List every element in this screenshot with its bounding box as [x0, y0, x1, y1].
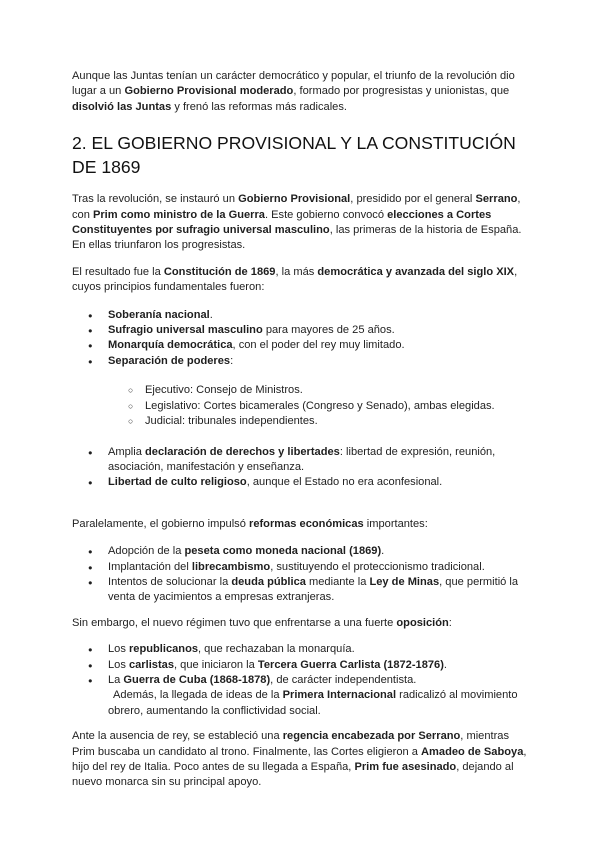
document-body [72, 69, 527, 791]
section-heading: 2. EL GOBIERNO PROVISIONAL Y LA CONSTITUCIÓN DE 1869 [72, 133, 516, 178]
constitucion-paragraph: El resultado fue la Constitución de 1869, la más democrática y avanzada del siglo XIX, cuyos principios fundamentales fueron: [72, 265, 518, 294]
economicas-list [72, 544, 527, 606]
list-item: ● Adopción de la peseta como moneda nacional (1869). [72, 544, 527, 559]
list-item: ● Sufragio universal masculino para mayores de 25 años. [72, 323, 527, 338]
list-item: ○ Legislativo: Cortes bicamerales (Congreso y Senado), ambas elegidas. [72, 399, 527, 414]
gobierno-paragraph: Tras la revolución, se instauró un Gobierno Provisional, presidido por el general Serrano, con Prim como ministro de la Guerra. Este gobierno convocó elecciones a Cortes Constituyentes por sufragio universal masculino, las primeras de la historia de España. En ellas triunfaron los progresistas. [72, 193, 522, 252]
list-item: ● Intentos de solucionar la deuda pública mediante la Ley de Minas, que permitió la venta de yacimientos a empresas extranjeras. [72, 575, 527, 606]
list-item: ● La Guerra de Cuba (1868-1878), de carácter independentista. Además, la llegada de ideas de la Primera Internacional radicalizó al movimiento obrero, aumentando la conflictividad social. [72, 673, 527, 719]
oposicion-list [72, 642, 527, 719]
derechos-list [72, 445, 527, 491]
principios-list [72, 308, 527, 370]
list-item: ● Monarquía democrática, con el poder del rey muy limitado. [72, 338, 527, 353]
list-item: ● Soberanía nacional. [72, 308, 527, 323]
list-item: ● Libertad de culto religioso, aunque el Estado no era aconfesional. [72, 475, 527, 490]
oposicion-paragraph: Sin embargo, el nuevo régimen tuvo que enfrentarse a una fuerte oposición: [72, 616, 452, 629]
list-item: ● Los carlistas, que iniciaron la Tercera Guerra Carlista (1872-1876). [72, 658, 527, 673]
list-item: ● Implantación del librecambismo, sustituyendo el proteccionismo tradicional. [72, 560, 527, 575]
list-item: ● Separación de poderes: [72, 354, 527, 369]
economicas-paragraph: Paralelamente, el gobierno impulsó reformas económicas importantes: [72, 517, 428, 530]
regencia-paragraph: Ante la ausencia de rey, se estableció una regencia encabezada por Serrano, mientras Prim buscaba un candidato al trono. Finalmente, las Cortes eligieron a Amadeo de Saboya, hijo del rey de Italia. Poco antes de su llegada a España, Prim fue asesinado, dejando al nuevo monarca sin su principal apoyo. [72, 730, 527, 789]
intro-paragraph: Aunque las Juntas tenían un carácter democrático y popular, el triunfo de la revolución dio lugar a un Gobierno Provisional moderado, formado por progresistas y unionistas, que disolvió las Juntas y frenó las reformas más radicales. [72, 70, 515, 113]
list-item: ○ Ejecutivo: Consejo de Ministros. [72, 383, 527, 398]
list-item: ○ Judicial: tribunales independientes. [72, 414, 527, 429]
list-item: ● Amplia declaración de derechos y libertades: libertad de expresión, reunión, asociación, manifestación y enseñanza. [72, 445, 527, 476]
poderes-list [72, 383, 527, 429]
list-item: ● Los republicanos, que rechazaban la monarquía. [72, 642, 527, 657]
